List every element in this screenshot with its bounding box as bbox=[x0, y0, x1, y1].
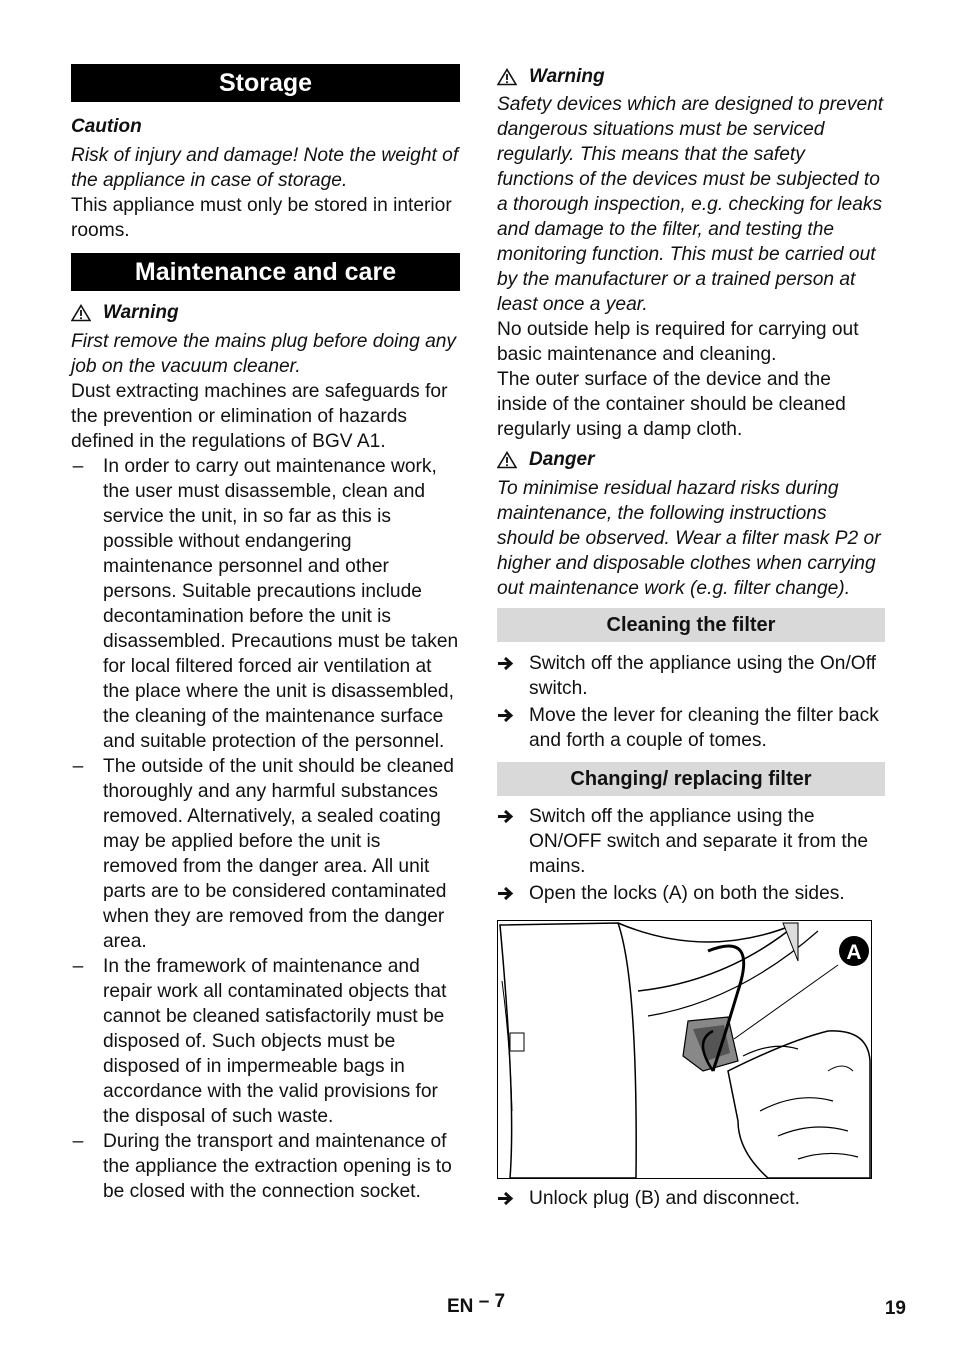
dash-marker: – bbox=[72, 956, 84, 977]
cleaning-steps bbox=[497, 651, 885, 753]
filter-lock-illustration bbox=[497, 920, 872, 1179]
warning-label: Warning bbox=[103, 302, 179, 323]
danger-triangle-icon bbox=[497, 451, 517, 469]
changing-steps bbox=[497, 804, 885, 906]
maintenance-list bbox=[71, 454, 460, 1204]
warning-label: Warning bbox=[529, 66, 605, 87]
danger-label: Danger bbox=[529, 449, 595, 470]
warning-subhead bbox=[71, 300, 460, 325]
help-text: No outside help is required for carrying out basic maintenance and cleaning. bbox=[497, 319, 859, 365]
intro-text: Dust extracting machines are safeguards for the prevention or elimination of hazards defined in the regulations of BGV A1. bbox=[71, 381, 448, 452]
warning-triangle-icon bbox=[71, 304, 91, 322]
step-text: Switch off the appliance using the ON/OFF switch and separate it from the mains. bbox=[529, 806, 869, 877]
maintenance-heading: Maintenance and care bbox=[71, 253, 460, 291]
storage-text: This appliance must only be stored in interior rooms. bbox=[71, 195, 452, 241]
storage-heading: Storage bbox=[71, 64, 460, 102]
danger-subhead bbox=[497, 447, 885, 472]
list-item bbox=[71, 454, 460, 754]
list-item bbox=[71, 754, 460, 954]
dash-marker: – bbox=[72, 1131, 84, 1152]
caution-text: Risk of injury and damage! Note the weight of the appliance in case of storage. bbox=[71, 145, 459, 191]
step-item bbox=[497, 881, 885, 906]
dash-marker: – bbox=[72, 756, 84, 777]
list-item-text: In the framework of maintenance and repair work all contaminated objects that cannot be cleaned satisfactorily must be disposed of. Such objects must be disposed of in impermeable bags in accordance with the valid provisions for the disposal of such waste. bbox=[103, 956, 447, 1127]
surface-text: The outer surface of the device and the inside of the container should be cleaned regularly using a damp cloth. bbox=[497, 369, 846, 440]
warning-text: First remove the mains plug before doing any job on the vacuum cleaner. bbox=[71, 331, 457, 377]
right-column bbox=[497, 64, 885, 1211]
step-item bbox=[497, 1186, 885, 1211]
cleaning-heading: Cleaning the filter bbox=[497, 608, 885, 642]
arrow-right-icon bbox=[497, 708, 515, 723]
safety-warning-text: Safety devices which are designed to prevent dangerous situations must be serviced regularly. This means that the safety functions of the devices must be subjected to a thorough inspection, e.g. checking for leaks and damage to the filter, and testing the monitoring function. This must be carried out by the manufacturer or a trained person at least once a year. bbox=[497, 94, 884, 315]
page-number: 19 bbox=[884, 1298, 906, 1319]
list-item bbox=[71, 1129, 460, 1204]
step-text: Switch off the appliance using the On/Off switch. bbox=[529, 653, 877, 699]
footer-language-code: EN bbox=[447, 1296, 474, 1317]
footer-language bbox=[447, 1291, 506, 1318]
step-item bbox=[497, 651, 885, 701]
unlock-steps bbox=[497, 1186, 885, 1211]
changing-heading: Changing/ replacing filter bbox=[497, 762, 885, 796]
step-item bbox=[497, 804, 885, 879]
step-text: Open the locks (A) on both the sides. bbox=[529, 883, 845, 904]
figure-label-a: A bbox=[846, 941, 862, 964]
caution-label: Caution bbox=[71, 116, 142, 137]
list-item bbox=[71, 954, 460, 1129]
arrow-right-icon bbox=[497, 809, 515, 824]
warning-subhead bbox=[497, 64, 885, 89]
list-item-text: During the transport and maintenance of the appliance the extraction opening is to be closed with the connection socket. bbox=[103, 1131, 452, 1202]
step-item bbox=[497, 703, 885, 753]
list-item-text: In order to carry out maintenance work, the user must disassemble, clean and service the unit, in so far as this is possible without endangering maintenance personnel and other persons. Suitable precautions include decontamination before the unit is disassembled. Precautions must be taken for local filtered forced air ventilation at the place where the unit is disassembled, the cleaning of the maintenance surface and suitable protection of the personnel. bbox=[103, 456, 459, 752]
left-column bbox=[71, 64, 460, 1204]
arrow-right-icon bbox=[497, 656, 515, 671]
warning-triangle-icon bbox=[497, 68, 517, 86]
filter-lock-drawing bbox=[498, 921, 871, 1178]
step-text: Move the lever for cleaning the filter back and forth a couple of tomes. bbox=[529, 705, 879, 751]
footer-section-page: – 7 bbox=[478, 1291, 506, 1312]
list-item-text: The outside of the unit should be cleaned thoroughly and any harmful substances removed. Alternatively, a sealed coating may be applied before the unit is removed from the danger area. All unit parts are to be considered contaminated when they are removed from the danger area. bbox=[103, 756, 454, 952]
arrow-right-icon bbox=[497, 886, 515, 901]
step-text: Unlock plug (B) and disconnect. bbox=[529, 1188, 800, 1209]
danger-text: To minimise residual hazard risks during maintenance, the following instructions should be observed. Wear a filter mask P2 or higher and disposable clothes when carrying out maintenance work (e.g. filter change). bbox=[497, 478, 881, 599]
dash-marker: – bbox=[72, 456, 84, 477]
arrow-right-icon bbox=[497, 1191, 515, 1206]
